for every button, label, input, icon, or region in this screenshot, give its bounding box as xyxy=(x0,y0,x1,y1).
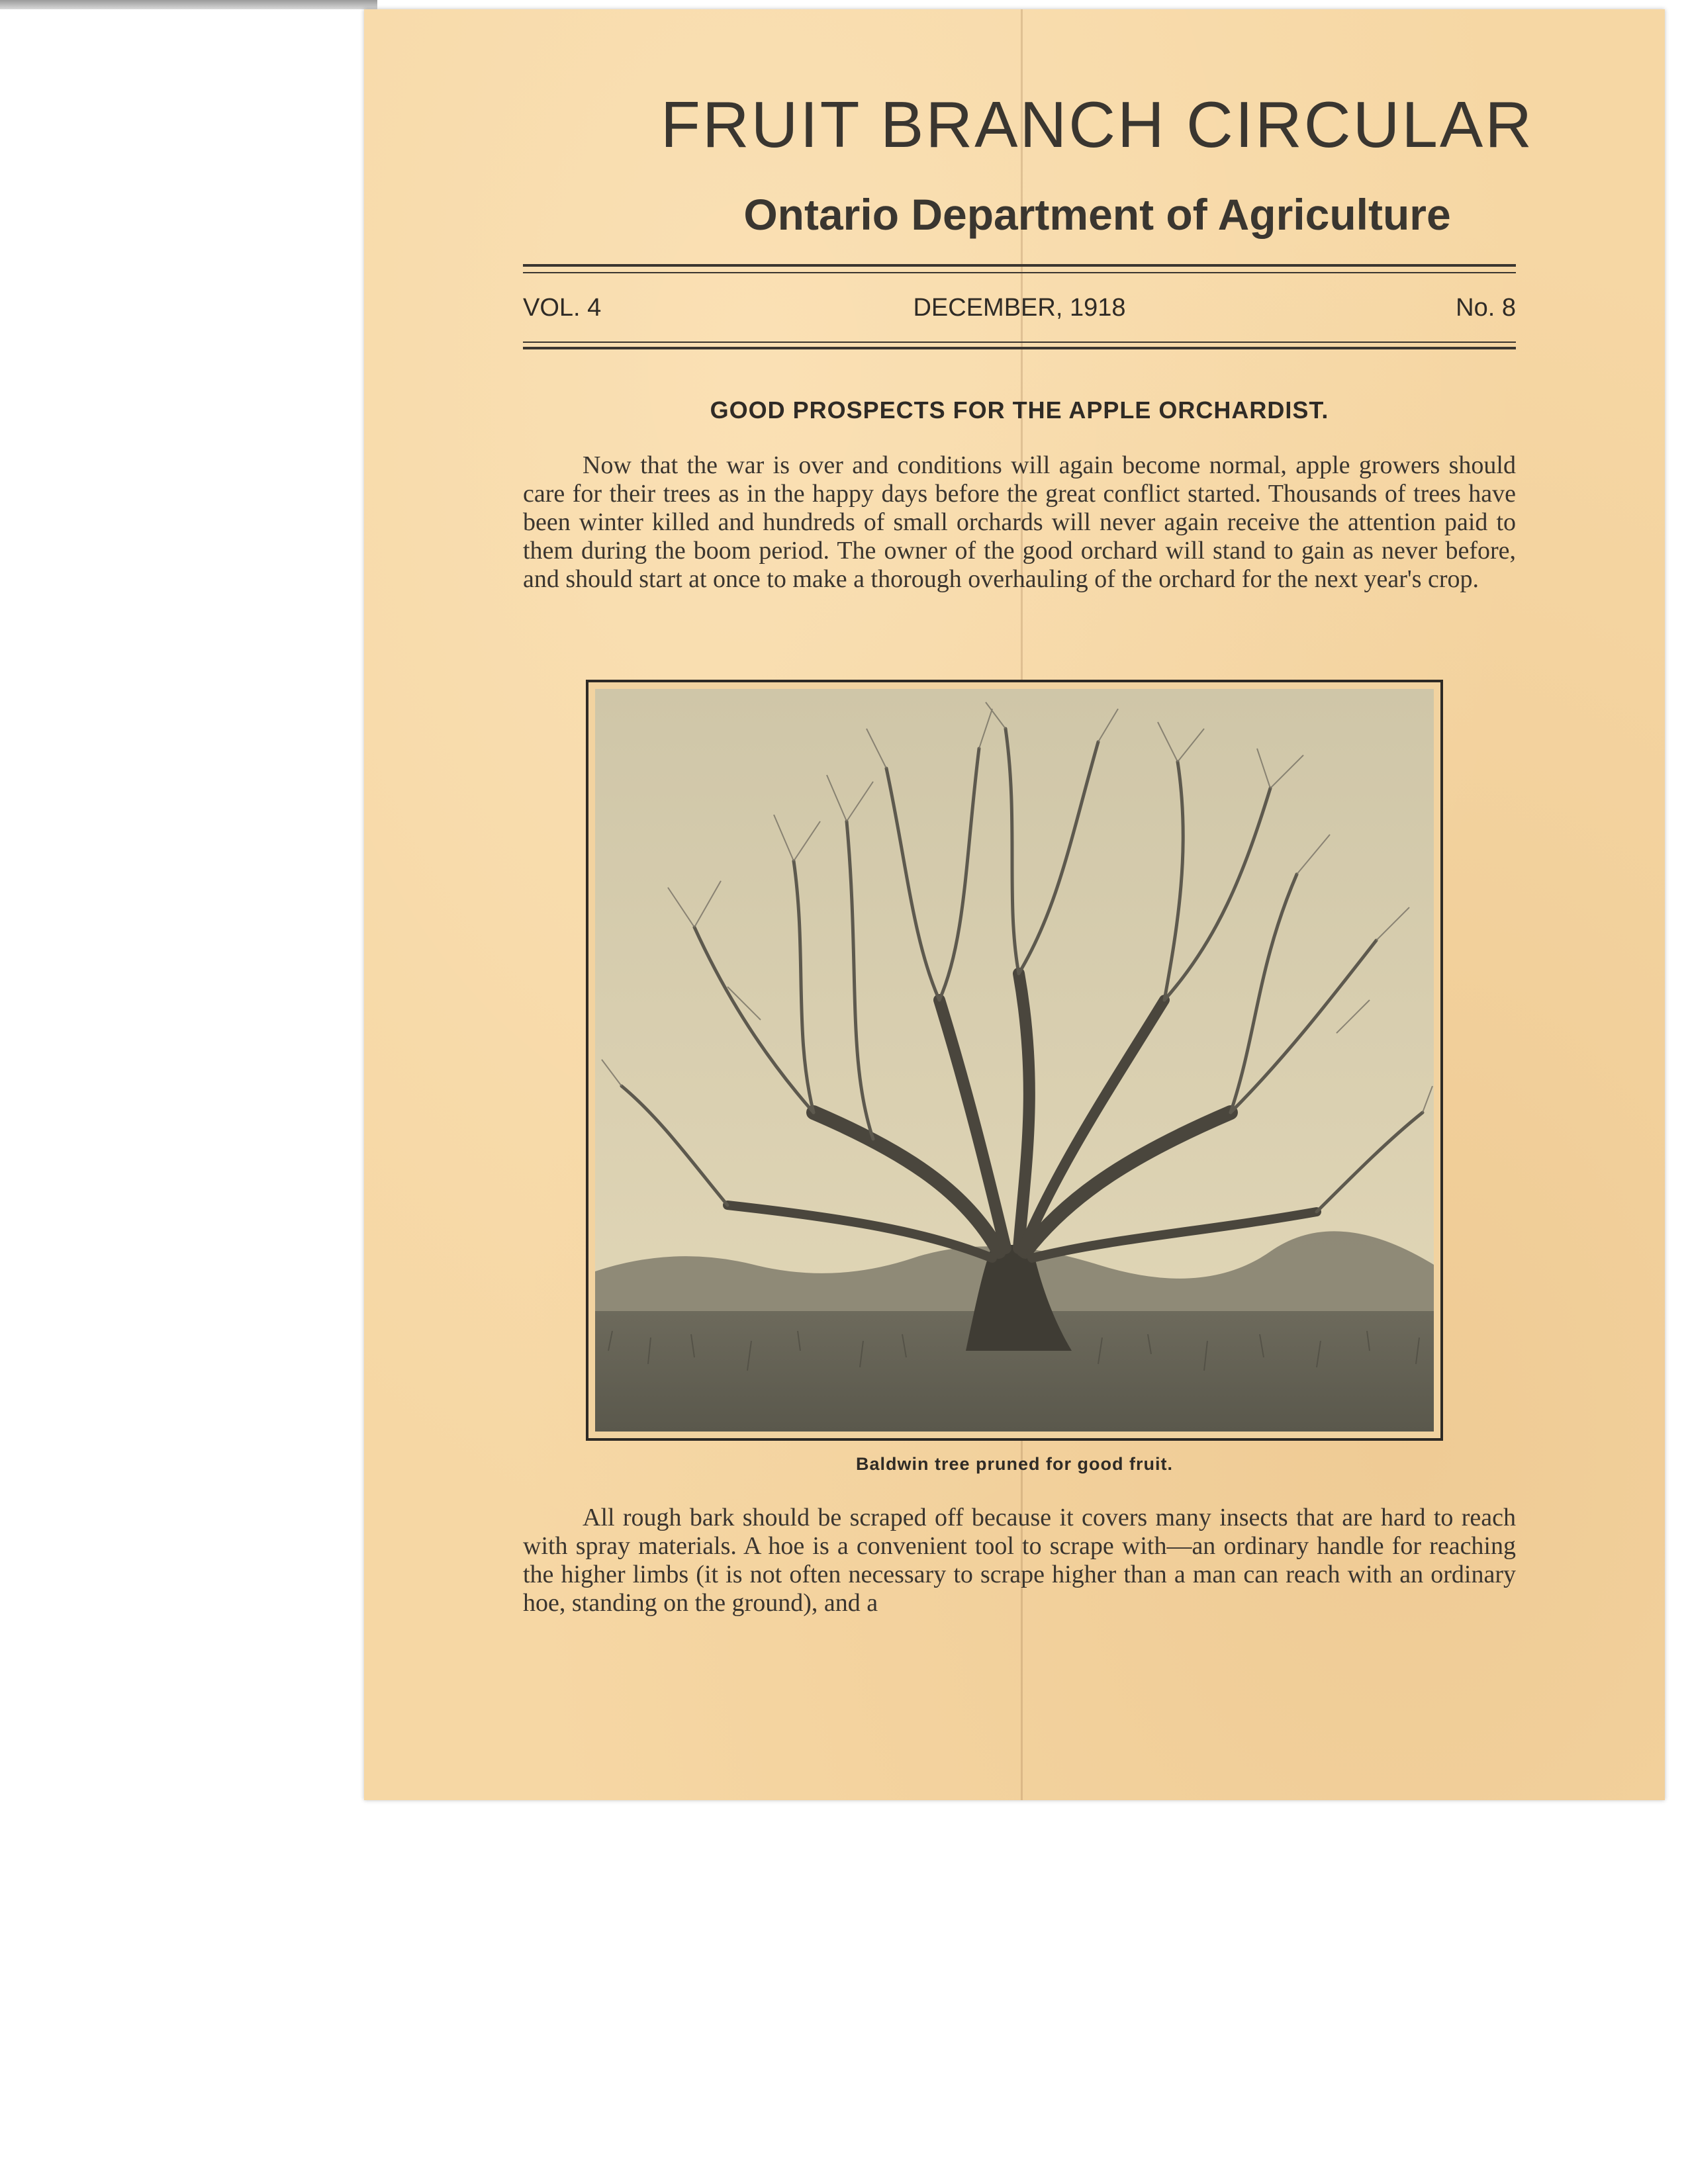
issue-rule-bottom xyxy=(523,347,1516,349)
masthead-title: FRUIT BRANCH CIRCULAR xyxy=(661,88,1534,161)
scan-edge xyxy=(0,0,377,9)
masthead-rule-top xyxy=(523,264,1516,267)
masthead-rule-top-thin xyxy=(523,272,1516,273)
issue-line xyxy=(523,294,1516,322)
pruned-tree-image xyxy=(595,689,1434,1432)
tree-photograph xyxy=(586,680,1443,1441)
issue-date: DECEMBER, 1918 xyxy=(913,294,1126,322)
figure-caption: Baldwin tree pruned for good fruit. xyxy=(856,1454,1173,1474)
article-paragraph-1: Now that the war is over and conditions will again become normal, apple growers should care for their trees as in the happy days before the great conflict started. Thousands of trees have been winter killed and hundreds of small orchards will never again receive the attention paid to them during the boom period. The owner of the good orchard will stand to gain as never before, and should start at once to make a thorough overhauling of the orchard for the next year's crop. xyxy=(523,451,1516,593)
issue-rule-thin xyxy=(523,341,1516,343)
issue-volume: VOL. 4 xyxy=(523,294,602,322)
article-paragraph-2: All rough bark should be scraped off because it covers many insects that are hard to reach with spray materials. A hoe is a convenient tool to scrape with—an ordinary handle for reaching the higher limbs (it is not often necessary to scrape higher than a man can reach with an ordinary hoe, standing on the ground), and a xyxy=(523,1504,1516,1617)
article-headline: GOOD PROSPECTS FOR THE APPLE ORCHARDIST. xyxy=(710,396,1329,424)
masthead-subtitle: Ontario Department of Agriculture xyxy=(743,190,1451,239)
circular-page xyxy=(364,9,1665,1800)
issue-number: No. 8 xyxy=(1456,294,1516,322)
